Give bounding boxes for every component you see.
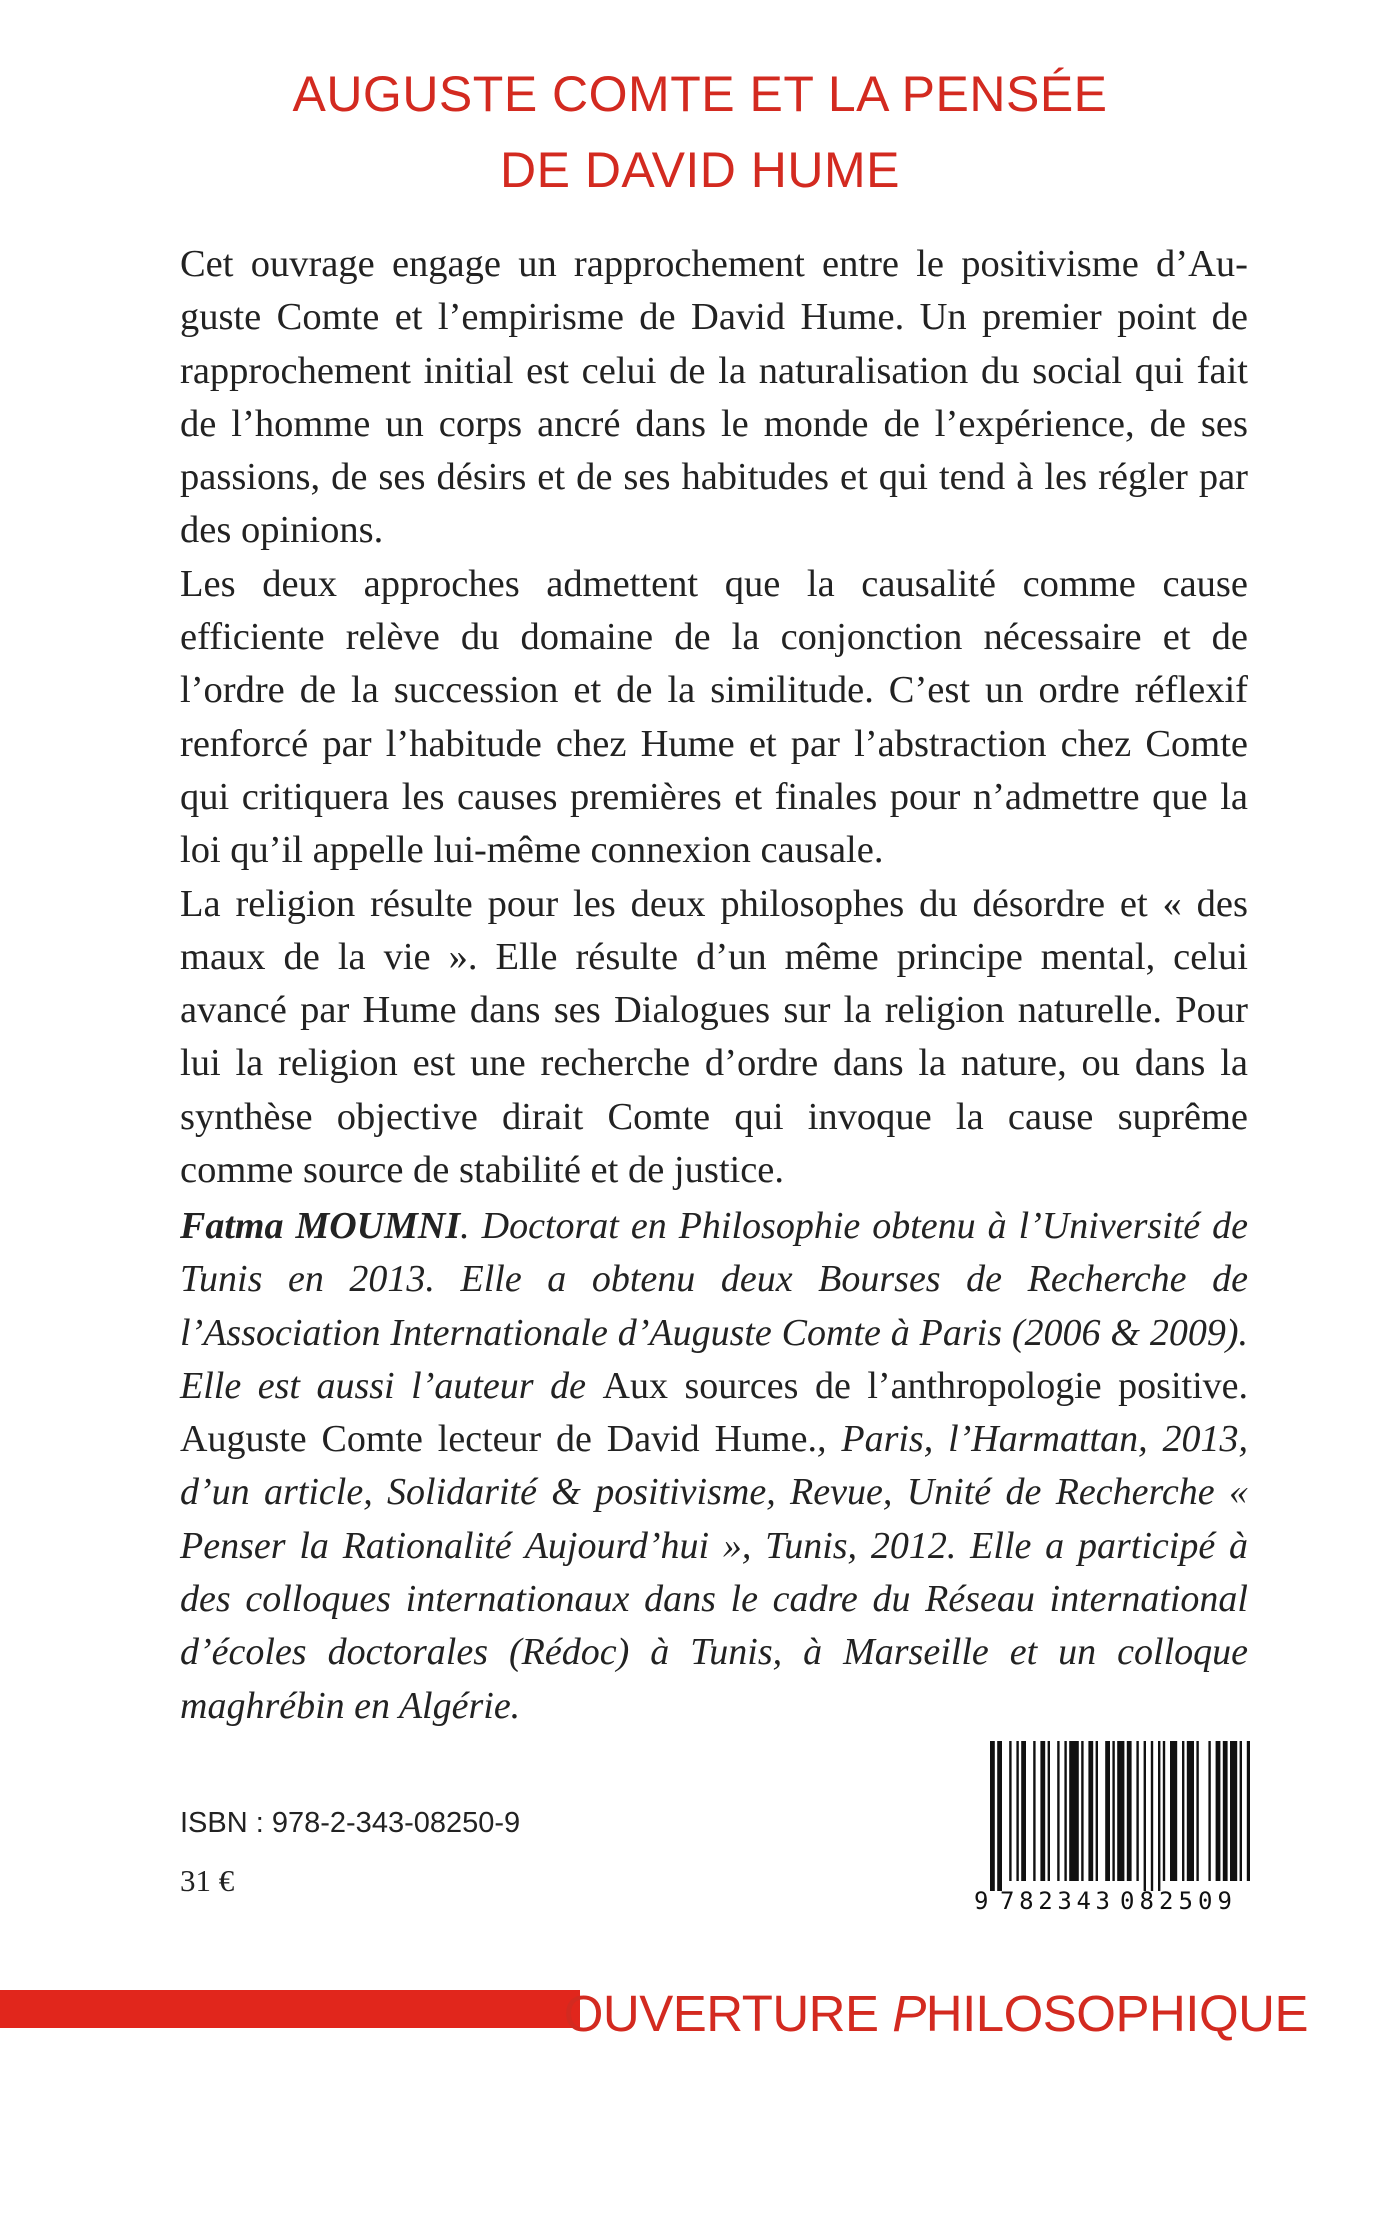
barcode-bar xyxy=(1208,1741,1210,1881)
barcode-bar xyxy=(1127,1741,1132,1881)
bio-text-1: . Doctorat en Philosophie obtenu à l’Université de Tunis en 2013. Elle a obtenu deux Bourses de Recherche de l’Association Internationale d’Auguste Comte à Paris (2006 & 2009). Elle est aussi l’auteur de xyxy=(180,1205,1248,1407)
bio-book-title: Aux sources de l’anthropologie positive. Auguste Comte lecteur de David Hume. xyxy=(180,1364,1248,1461)
barcode-bar xyxy=(1158,1741,1160,1891)
barcode-bar xyxy=(1064,1741,1066,1881)
summary xyxy=(180,238,1248,1197)
barcode-bar xyxy=(1021,1741,1026,1881)
barcode-bar xyxy=(1105,1741,1110,1881)
barcode-bar xyxy=(1216,1741,1221,1881)
barcode-bar xyxy=(1144,1741,1146,1891)
barcode-bar xyxy=(1187,1741,1194,1881)
series-part-3: HILOSOPHIQUE xyxy=(925,1985,1308,2042)
barcode-bar xyxy=(1182,1741,1184,1881)
summary-paragraph-3: La religion résulte pour les deux philosophes du désordre et « des maux de la vie ». Elle résulte d’un même principe mental, celui avancé par Hume dans ses Dialogues sur la religion naturelle. Pour lui la religion est une recherche d’ordre dans la nature, ou dans la synthèse objective dirait Comte qui invoque la cause suprême comme source de stabilité et de justice. xyxy=(180,882,1248,1192)
barcode-bar xyxy=(1247,1741,1250,1881)
series-part-1: OUVERTURE xyxy=(563,1985,893,2042)
summary-paragraph-1: Cet ouvrage engage un rapprochement entre le positivisme d’Auguste Comte et l’empirisme de David Hume. Un premier point de rapprochement initial est celui de la naturalisation du social qui fait de l’homme un corps ancré dans le monde de l’expérience, de ses passions, de ses désirs et de ses habitudes et qui tend à les régler par des opinions. xyxy=(180,243,1248,552)
barcode-bar xyxy=(1009,1741,1011,1881)
barcode-digit-lead: 9 xyxy=(974,1887,989,1915)
barcode-bar xyxy=(1057,1741,1059,1881)
barcode-bar xyxy=(1069,1741,1079,1881)
barcode-bar xyxy=(1112,1741,1114,1881)
barcode-bar xyxy=(1096,1741,1098,1881)
barcode-bar xyxy=(1151,1741,1153,1891)
author-bio xyxy=(180,1200,1248,1733)
series-name xyxy=(564,1984,1308,2043)
barcode-bar xyxy=(1230,1741,1237,1881)
barcode-bar xyxy=(1170,1741,1177,1881)
barcode-digits-right: 082509 xyxy=(1120,1887,1232,1915)
barcode-bar xyxy=(997,1741,1002,1891)
title-line-2: DE DAVID HUME xyxy=(499,142,901,198)
series-part-2: P xyxy=(892,1985,926,2042)
barcode xyxy=(968,1737,1250,1915)
barcode-bar xyxy=(1196,1741,1198,1881)
barcode-bar xyxy=(1081,1741,1083,1881)
author-name: Fatma MOUMNI xyxy=(180,1205,461,1247)
barcode-bar xyxy=(1240,1741,1242,1881)
barcode-bar xyxy=(990,1741,995,1891)
title-line-1: AUGUSTE COMTE ET LA PENSÉE xyxy=(292,66,1108,122)
barcode-bar xyxy=(1223,1741,1228,1881)
bio-text-2: , Paris, l’Harmattan, 2013, d’un article, Solidarité & positivisme, Revue, Unité de Recherche « Penser la Rationalité Aujourd’hui », Tunis, 2012. Elle a participé à des colloques internationaux dans le cadre du Réseau international d’écoles doctorales (Rédoc) à Tunis, à Marseille et un colloque maghrébin en Algérie. xyxy=(180,1418,1248,1727)
isbn: ISBN : 978-2-343-08250-9 xyxy=(180,1807,521,1839)
series-color-bar xyxy=(0,1990,580,2028)
barcode-bar xyxy=(1033,1741,1035,1881)
barcode-bar xyxy=(1136,1741,1138,1881)
barcode-bar xyxy=(1088,1741,1093,1881)
summary-paragraph-2: Les deux approches admettent que la causalité comme cause efficiente relève du domaine de la conjonction nécessaire et de l’ordre de la succession et de la similitude. C’est un ordre réflexif renforcé par l’habitude chez Hume et par l’abstraction chez Comte qui critiquera les causes premières et finales pour n’admettre que la loi qu’il appelle lui-même connexion causale. xyxy=(180,562,1248,872)
barcode-digits-left: 782343 xyxy=(1000,1887,1110,1915)
barcode-bar xyxy=(1117,1741,1124,1881)
barcode-bar xyxy=(1040,1741,1045,1881)
barcode-bar xyxy=(1048,1741,1050,1881)
price: 31 € xyxy=(180,1863,235,1898)
barcode-bar xyxy=(1163,1741,1165,1881)
barcode-bar xyxy=(1016,1741,1018,1881)
book-title xyxy=(0,56,1400,208)
